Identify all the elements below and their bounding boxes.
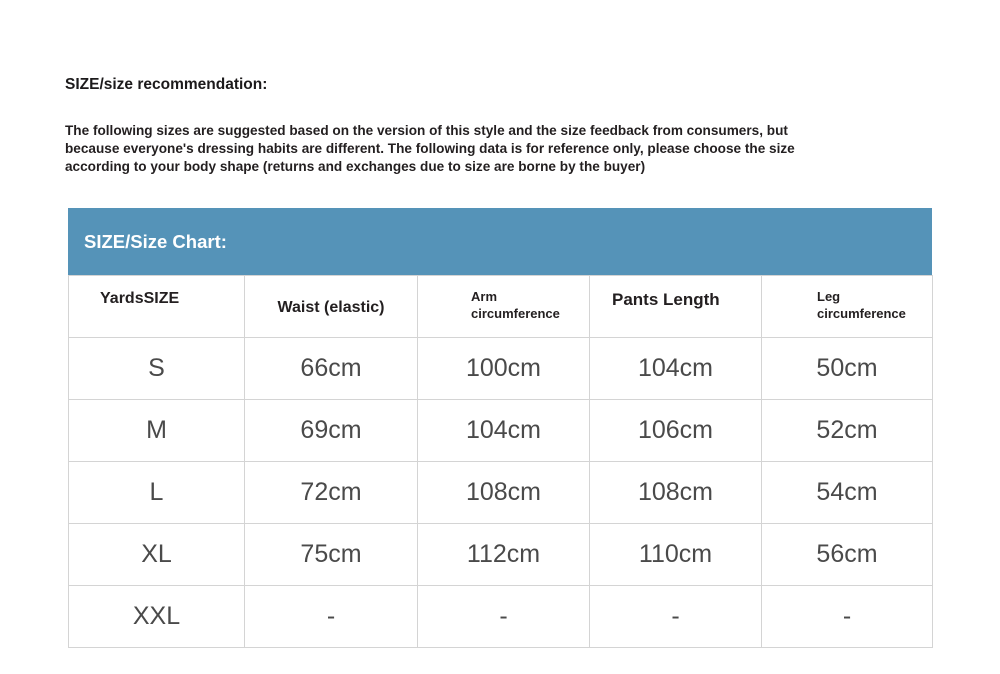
column-header-size: YardsSIZE bbox=[69, 276, 245, 338]
leg-cell: 52cm bbox=[762, 400, 933, 462]
size-cell: L bbox=[69, 462, 245, 524]
column-header-leg-circumference: Leg circumference bbox=[762, 276, 933, 338]
size-chart bbox=[68, 208, 932, 648]
waist-cell: 66cm bbox=[245, 338, 418, 400]
pants-length-cell: - bbox=[590, 586, 762, 648]
waist-cell: 69cm bbox=[245, 400, 418, 462]
arm-cell: 112cm bbox=[418, 524, 590, 586]
table-header-row bbox=[69, 276, 933, 338]
intro-line: according to your body shape (returns and exchanges due to size are borne by the buyer) bbox=[65, 159, 646, 174]
table-row bbox=[69, 462, 933, 524]
leg-cell: 50cm bbox=[762, 338, 933, 400]
leg-cell: 56cm bbox=[762, 524, 933, 586]
waist-cell: 75cm bbox=[245, 524, 418, 586]
size-chart-header: SIZE/Size Chart: bbox=[68, 208, 932, 275]
size-cell: M bbox=[69, 400, 245, 462]
pants-length-cell: 106cm bbox=[590, 400, 762, 462]
arm-cell: 100cm bbox=[418, 338, 590, 400]
waist-cell: - bbox=[245, 586, 418, 648]
pants-length-cell: 110cm bbox=[590, 524, 762, 586]
size-cell: XXL bbox=[69, 586, 245, 648]
arm-cell: 104cm bbox=[418, 400, 590, 462]
arm-cell: 108cm bbox=[418, 462, 590, 524]
table-row bbox=[69, 338, 933, 400]
intro-line: The following sizes are suggested based on the version of this style and the size feedback from consumers, but bbox=[65, 123, 788, 138]
size-cell: S bbox=[69, 338, 245, 400]
column-header-waist: Waist (elastic) bbox=[245, 276, 418, 338]
waist-cell: 72cm bbox=[245, 462, 418, 524]
size-table bbox=[68, 275, 933, 648]
page-title: SIZE/size recommendation: bbox=[65, 76, 268, 93]
leg-cell: 54cm bbox=[762, 462, 933, 524]
table-row bbox=[69, 524, 933, 586]
size-cell: XL bbox=[69, 524, 245, 586]
arm-cell: - bbox=[418, 586, 590, 648]
column-header-pants-length: Pants Length bbox=[590, 276, 762, 338]
leg-cell: - bbox=[762, 586, 933, 648]
intro-paragraph bbox=[65, 122, 925, 176]
table-row bbox=[69, 400, 933, 462]
intro-line: because everyone's dressing habits are different. The following data is for reference only, please choose the size bbox=[65, 141, 795, 156]
pants-length-cell: 108cm bbox=[590, 462, 762, 524]
pants-length-cell: 104cm bbox=[590, 338, 762, 400]
table-row bbox=[69, 586, 933, 648]
column-header-arm-circumference: Arm circumference bbox=[418, 276, 590, 338]
